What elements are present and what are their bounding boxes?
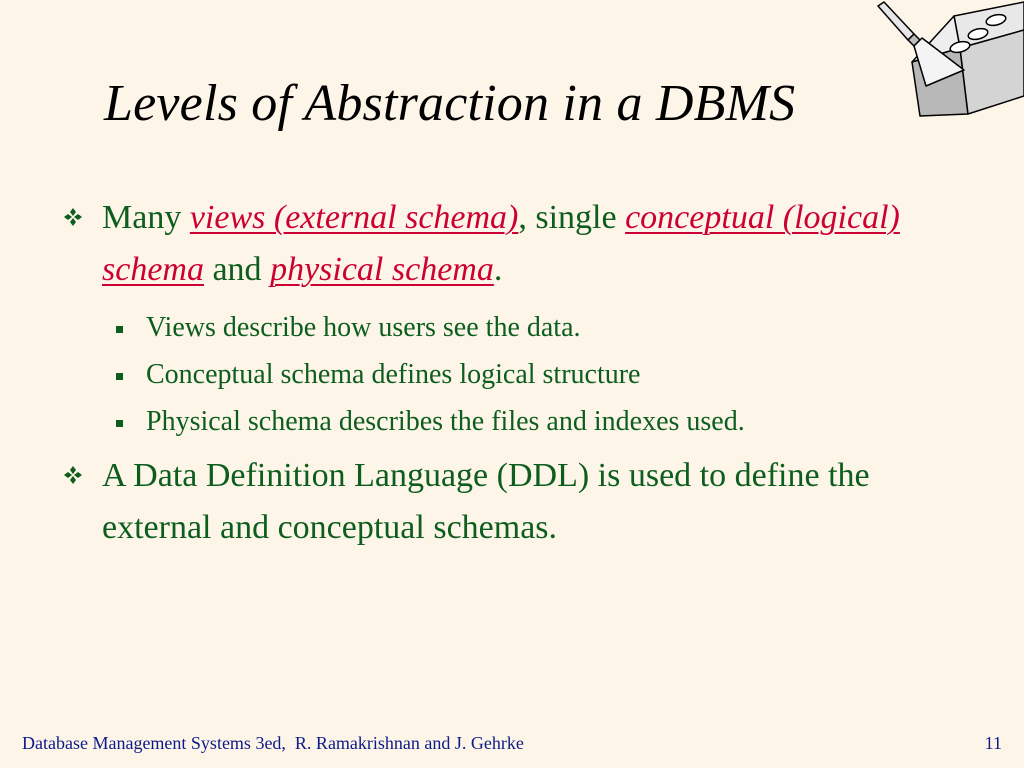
square-bullet-icon [116, 373, 123, 380]
page-number: 11 [984, 733, 1002, 753]
footer-citation: Database Management Systems 3ed, R. Ramakrishnan and J. Gehrke [22, 733, 524, 753]
key-term-physical-schema: physical schema [270, 251, 494, 288]
sub-bullet-views [62, 308, 962, 348]
square-bullet-icon [116, 326, 123, 333]
bullet-ddl [62, 450, 962, 554]
sub-bullet-text: Conceptual schema defines logical structure [146, 359, 641, 390]
bullet-views-schemas [62, 192, 962, 296]
key-term-views: views (external schema) [189, 199, 519, 236]
sub-bullet-conceptual [62, 355, 962, 395]
bullet-text: A Data Definition Language (DDL) is used to define the external and conceptual schemas. [102, 457, 870, 546]
bullet-text: Many [102, 199, 190, 236]
key-term-conceptual-schema: conceptual (logical) schema [102, 199, 900, 288]
sub-bullet-text: Views describe how users see the data. [146, 312, 581, 343]
sub-bullet-text: Physical schema describes the files and indexes used. [146, 406, 745, 437]
bullet-text: . [493, 251, 503, 288]
sub-bullet-physical [62, 402, 906, 442]
slide-title: Levels of Abstraction in a DBMS [104, 75, 796, 132]
four-diamond-bullet-icon [62, 206, 84, 228]
bullet-text: , single [518, 199, 626, 236]
four-diamond-bullet-icon [62, 464, 84, 486]
trowel-brick-icon [868, 0, 1024, 120]
slide-body [62, 192, 962, 566]
square-bullet-icon [116, 420, 123, 427]
bullet-text: and [203, 251, 271, 288]
